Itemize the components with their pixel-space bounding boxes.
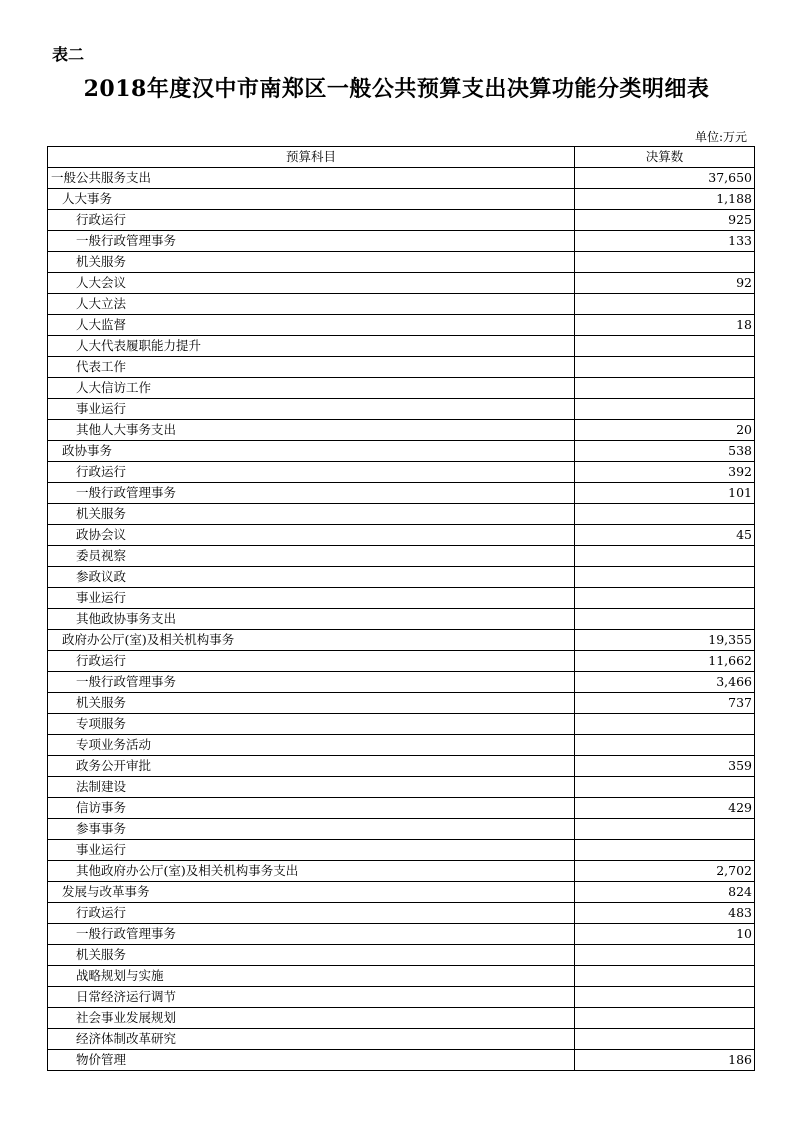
row-subject: 物价管理 — [48, 1050, 575, 1071]
row-subject: 战略规划与实施 — [48, 966, 575, 987]
row-subject: 一般行政管理事务 — [48, 483, 575, 504]
table-row — [48, 441, 755, 462]
row-amount — [575, 777, 755, 798]
row-amount — [575, 399, 755, 420]
row-amount: 429 — [575, 798, 755, 819]
table-row — [48, 252, 755, 273]
row-subject: 法制建设 — [48, 777, 575, 798]
row-subject: 人大代表履职能力提升 — [48, 336, 575, 357]
row-subject: 机关服务 — [48, 504, 575, 525]
row-subject: 行政运行 — [48, 462, 575, 483]
page-title: 2018年度汉中市南郑区一般公共预算支出决算功能分类明细表 — [83, 76, 710, 102]
row-amount — [575, 588, 755, 609]
row-amount: 737 — [575, 693, 755, 714]
row-amount — [575, 714, 755, 735]
row-amount: 37,650 — [575, 168, 755, 189]
row-amount — [575, 987, 755, 1008]
row-subject: 委员视察 — [48, 546, 575, 567]
row-amount — [575, 945, 755, 966]
table-row — [48, 756, 755, 777]
table-header-row — [48, 147, 755, 168]
table-row — [48, 693, 755, 714]
row-amount — [575, 966, 755, 987]
row-subject: 发展与改革事务 — [48, 882, 575, 903]
row-subject: 行政运行 — [48, 651, 575, 672]
table-row — [48, 525, 755, 546]
row-subject: 事业运行 — [48, 588, 575, 609]
header-subject: 预算科目 — [48, 147, 575, 168]
row-subject: 政府办公厅(室)及相关机构事务 — [48, 630, 575, 651]
row-subject: 政协事务 — [48, 441, 575, 462]
row-amount — [575, 357, 755, 378]
row-amount: 3,466 — [575, 672, 755, 693]
row-amount: 824 — [575, 882, 755, 903]
table-row — [48, 882, 755, 903]
row-subject: 政协会议 — [48, 525, 575, 546]
row-subject: 参政议政 — [48, 567, 575, 588]
table-row — [48, 546, 755, 567]
unit-label: 单位:万元 — [694, 130, 747, 144]
table-row — [48, 315, 755, 336]
row-subject: 其他政协事务支出 — [48, 609, 575, 630]
row-subject: 事业运行 — [48, 399, 575, 420]
row-amount — [575, 336, 755, 357]
table-row — [48, 651, 755, 672]
row-subject: 行政运行 — [48, 903, 575, 924]
row-subject: 专项业务活动 — [48, 735, 575, 756]
table-row — [48, 630, 755, 651]
row-amount: 18 — [575, 315, 755, 336]
table-body — [48, 168, 755, 1071]
row-subject: 信访事务 — [48, 798, 575, 819]
row-subject: 社会事业发展规划 — [48, 1008, 575, 1029]
row-subject: 参事事务 — [48, 819, 575, 840]
row-amount: 1,188 — [575, 189, 755, 210]
table-row — [48, 609, 755, 630]
row-amount: 101 — [575, 483, 755, 504]
row-amount: 19,355 — [575, 630, 755, 651]
table-row — [48, 966, 755, 987]
table-row — [48, 189, 755, 210]
table-row — [48, 798, 755, 819]
table-row — [48, 504, 755, 525]
table-row — [48, 672, 755, 693]
row-subject: 经济体制改革研究 — [48, 1029, 575, 1050]
row-subject: 一般行政管理事务 — [48, 231, 575, 252]
row-subject: 人大立法 — [48, 294, 575, 315]
row-amount: 11,662 — [575, 651, 755, 672]
table-row — [48, 1050, 755, 1071]
row-subject: 人大事务 — [48, 189, 575, 210]
row-subject: 一般公共服务支出 — [48, 168, 575, 189]
table-row — [48, 924, 755, 945]
row-amount — [575, 1008, 755, 1029]
table-row — [48, 777, 755, 798]
row-subject: 人大监督 — [48, 315, 575, 336]
table-row — [48, 987, 755, 1008]
row-subject: 代表工作 — [48, 357, 575, 378]
row-amount: 392 — [575, 462, 755, 483]
row-amount — [575, 504, 755, 525]
row-amount — [575, 567, 755, 588]
table-row — [48, 210, 755, 231]
table-row — [48, 714, 755, 735]
row-subject: 行政运行 — [48, 210, 575, 231]
table-row — [48, 945, 755, 966]
table-row — [48, 1029, 755, 1050]
row-amount — [575, 840, 755, 861]
row-subject: 一般行政管理事务 — [48, 672, 575, 693]
row-amount — [575, 609, 755, 630]
table-row — [48, 294, 755, 315]
row-subject: 事业运行 — [48, 840, 575, 861]
row-subject: 其他政府办公厅(室)及相关机构事务支出 — [48, 861, 575, 882]
row-subject: 政务公开审批 — [48, 756, 575, 777]
row-amount — [575, 1029, 755, 1050]
row-amount — [575, 546, 755, 567]
row-amount: 2,702 — [575, 861, 755, 882]
row-amount — [575, 378, 755, 399]
table-row — [48, 168, 755, 189]
row-amount: 538 — [575, 441, 755, 462]
row-amount — [575, 735, 755, 756]
table-row — [48, 735, 755, 756]
table-row — [48, 378, 755, 399]
table-row — [48, 273, 755, 294]
row-amount: 92 — [575, 273, 755, 294]
table-row — [48, 567, 755, 588]
table-row — [48, 357, 755, 378]
table-label: 表二 — [52, 45, 85, 64]
row-subject: 专项服务 — [48, 714, 575, 735]
table-row — [48, 588, 755, 609]
row-amount: 10 — [575, 924, 755, 945]
row-subject: 机关服务 — [48, 252, 575, 273]
row-subject: 其他人大事务支出 — [48, 420, 575, 441]
row-amount: 483 — [575, 903, 755, 924]
table-row — [48, 861, 755, 882]
table-row — [48, 420, 755, 441]
table-row — [48, 231, 755, 252]
row-subject: 人大信访工作 — [48, 378, 575, 399]
budget-table — [47, 146, 755, 1071]
table-row — [48, 1008, 755, 1029]
table-row — [48, 903, 755, 924]
row-amount — [575, 294, 755, 315]
row-amount: 45 — [575, 525, 755, 546]
table-row — [48, 483, 755, 504]
row-amount: 925 — [575, 210, 755, 231]
table-row — [48, 336, 755, 357]
table-row — [48, 462, 755, 483]
table-row — [48, 399, 755, 420]
row-amount: 133 — [575, 231, 755, 252]
table-row — [48, 819, 755, 840]
row-amount — [575, 819, 755, 840]
row-subject: 机关服务 — [48, 945, 575, 966]
row-amount: 20 — [575, 420, 755, 441]
row-subject: 人大会议 — [48, 273, 575, 294]
row-amount — [575, 252, 755, 273]
row-subject: 一般行政管理事务 — [48, 924, 575, 945]
row-subject: 机关服务 — [48, 693, 575, 714]
row-amount: 186 — [575, 1050, 755, 1071]
row-amount: 359 — [575, 756, 755, 777]
table-row — [48, 840, 755, 861]
header-amount: 决算数 — [575, 147, 755, 168]
row-subject: 日常经济运行调节 — [48, 987, 575, 1008]
